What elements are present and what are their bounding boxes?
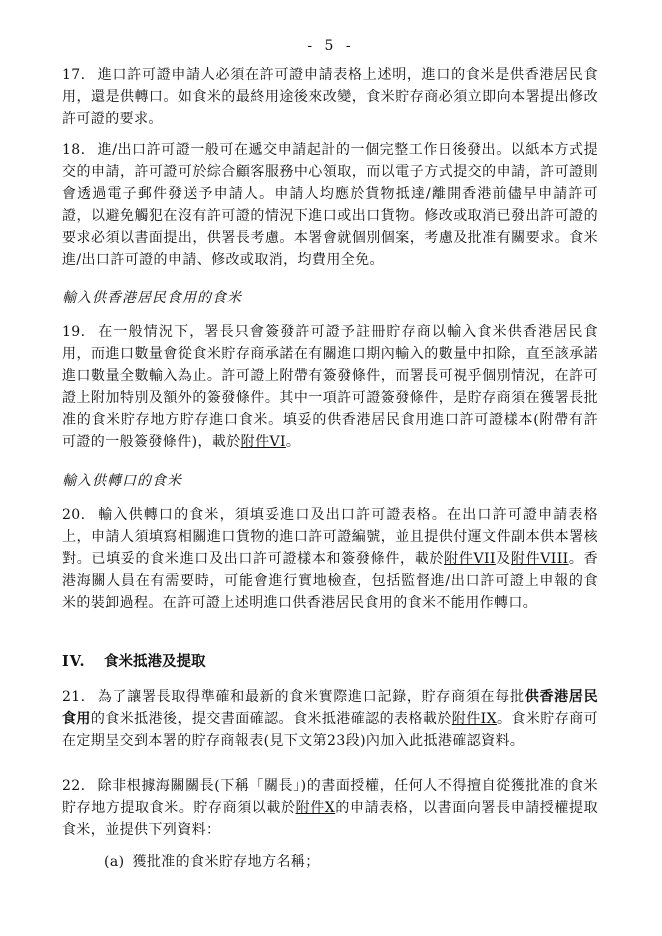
paragraph-22: [62, 775, 598, 841]
paragraph-text: 輸入供轉口的食米，須填妥進口及出口許可證表格。在出口許可證申請表格上，申請人須填寫相關進口貨物的進口許可證編號，並且提供付運文件副本供本署核對。已填妥的食米進口及出口許可證樣本和簽發條件，載於: [62, 507, 598, 567]
paragraph-21: [62, 686, 598, 752]
paragraph-text-mid: 的食米抵港後，提交書面確認。食米抵港確認的表格載於: [90, 711, 452, 727]
section-iv-heading: [62, 651, 206, 673]
paragraph-17: [62, 64, 598, 130]
list-item-text: 獲批准的食米貯存地方名稱；: [132, 854, 320, 870]
paragraph-text-end: 。香港海關人員在有需要時，可能會進行實地檢查，包括監督進/出口許可證上申報的食米的裝卸過程。在許可證上述明進口供香港居民食用的食米不能用作轉口。: [62, 551, 598, 611]
list-item-label: (a): [104, 854, 125, 870]
paragraph-number: 20.: [62, 507, 86, 523]
annex-x-link[interactable]: 附件X: [295, 800, 336, 816]
paragraph-number: 18.: [62, 142, 86, 158]
paragraph-number: 22.: [62, 778, 86, 794]
emphasis-local-consumption: 供香港居民食用: [62, 689, 599, 727]
section-number: IV.: [62, 653, 86, 670]
annex-vi-link[interactable]: 附件VI: [240, 434, 286, 450]
page-number: - 5 -: [307, 38, 355, 54]
annex-ix-link[interactable]: 附件IX: [451, 711, 497, 727]
paragraph-text: 除非根據海關關長(下稱「關長」)的書面授權，任何人不得擅自從獲批准的食米貯存地方提取食米。貯存商須以載於: [62, 778, 598, 816]
paragraph-text-end: 的申請表格，以書面向署長申請授權提取食米，並提供下列資料：: [62, 800, 598, 838]
paragraph-text-end: 。食米貯存商可在定期呈交到本署的貯存商報表(見下文第23段)內加入此抵港確認資料。: [62, 711, 598, 749]
paragraph-text: 進口許可證申請人必須在許可證申請表格上述明，進口的食米是供香港居民食用，還是供轉口。如食米的最終用途後來改變，食米貯存商必須立即向本署提出修改許可證的要求。: [62, 67, 598, 127]
paragraph-text: 為了讓署長取得準確和最新的食米實際進口記錄，貯存商須在每批: [97, 689, 525, 705]
paragraph-19: [62, 321, 598, 453]
list-item-a: [104, 851, 320, 873]
section-title: 食米抵港及提取: [104, 653, 206, 670]
paragraph-text-mid: 及: [495, 551, 511, 567]
paragraph-number: 19.: [62, 324, 86, 340]
paragraph-number: 17.: [62, 67, 86, 83]
annex-vii-link[interactable]: 附件VII: [444, 551, 496, 567]
annex-viii-link[interactable]: 附件VIII: [510, 551, 569, 567]
paragraph-text: 進/出口許可證一般可在遞交申請起計的一個完整工作日後發出。以紙本方式提交的申請，許可證可於綜合顧客服務中心領取，而以電子方式提交的申請，許可證則會透過電子郵件發送予申請人。申請人均應於貨物抵達/離開香港前儘早申請許可證，以避免觸犯在沒有許可證的情況下進口或出口貨物。修改或取消已發出許可證的要求必須以書面提出，供署長考慮。本署會就個別個案，考慮及批准有關要求。食米進/出口許可證的申請、修改或取消，均費用全免。: [62, 142, 598, 268]
subheading-reexport: 輸入供轉口的食米: [62, 473, 182, 489]
paragraph-text: 在一般情況下，署長只會簽發許可證予註冊貯存商以輸入食米供香港居民食用，而進口數量會從食米貯存商承諾在有關進口期內輸入的數量中扣除，直至該承諾進口數量全數輸入為止。許可證上附帶有簽發條件，而署長可視乎個別情況，在許可證上附加特別及額外的簽發條件。其中一項許可證簽發條件，是貯存商須在獲署長批准的食米貯存地方貯存進口食米。填妥的供香港居民食用進口許可證樣本(附帶有許可證的一般簽發條件)，載於: [62, 324, 598, 450]
subheading-local-consumption: 輸入供香港居民食用的食米: [62, 290, 242, 306]
paragraph-end: 。: [285, 434, 301, 450]
paragraph-20: [62, 504, 598, 614]
paragraph-number: 21.: [62, 689, 86, 705]
paragraph-18: [62, 139, 598, 271]
